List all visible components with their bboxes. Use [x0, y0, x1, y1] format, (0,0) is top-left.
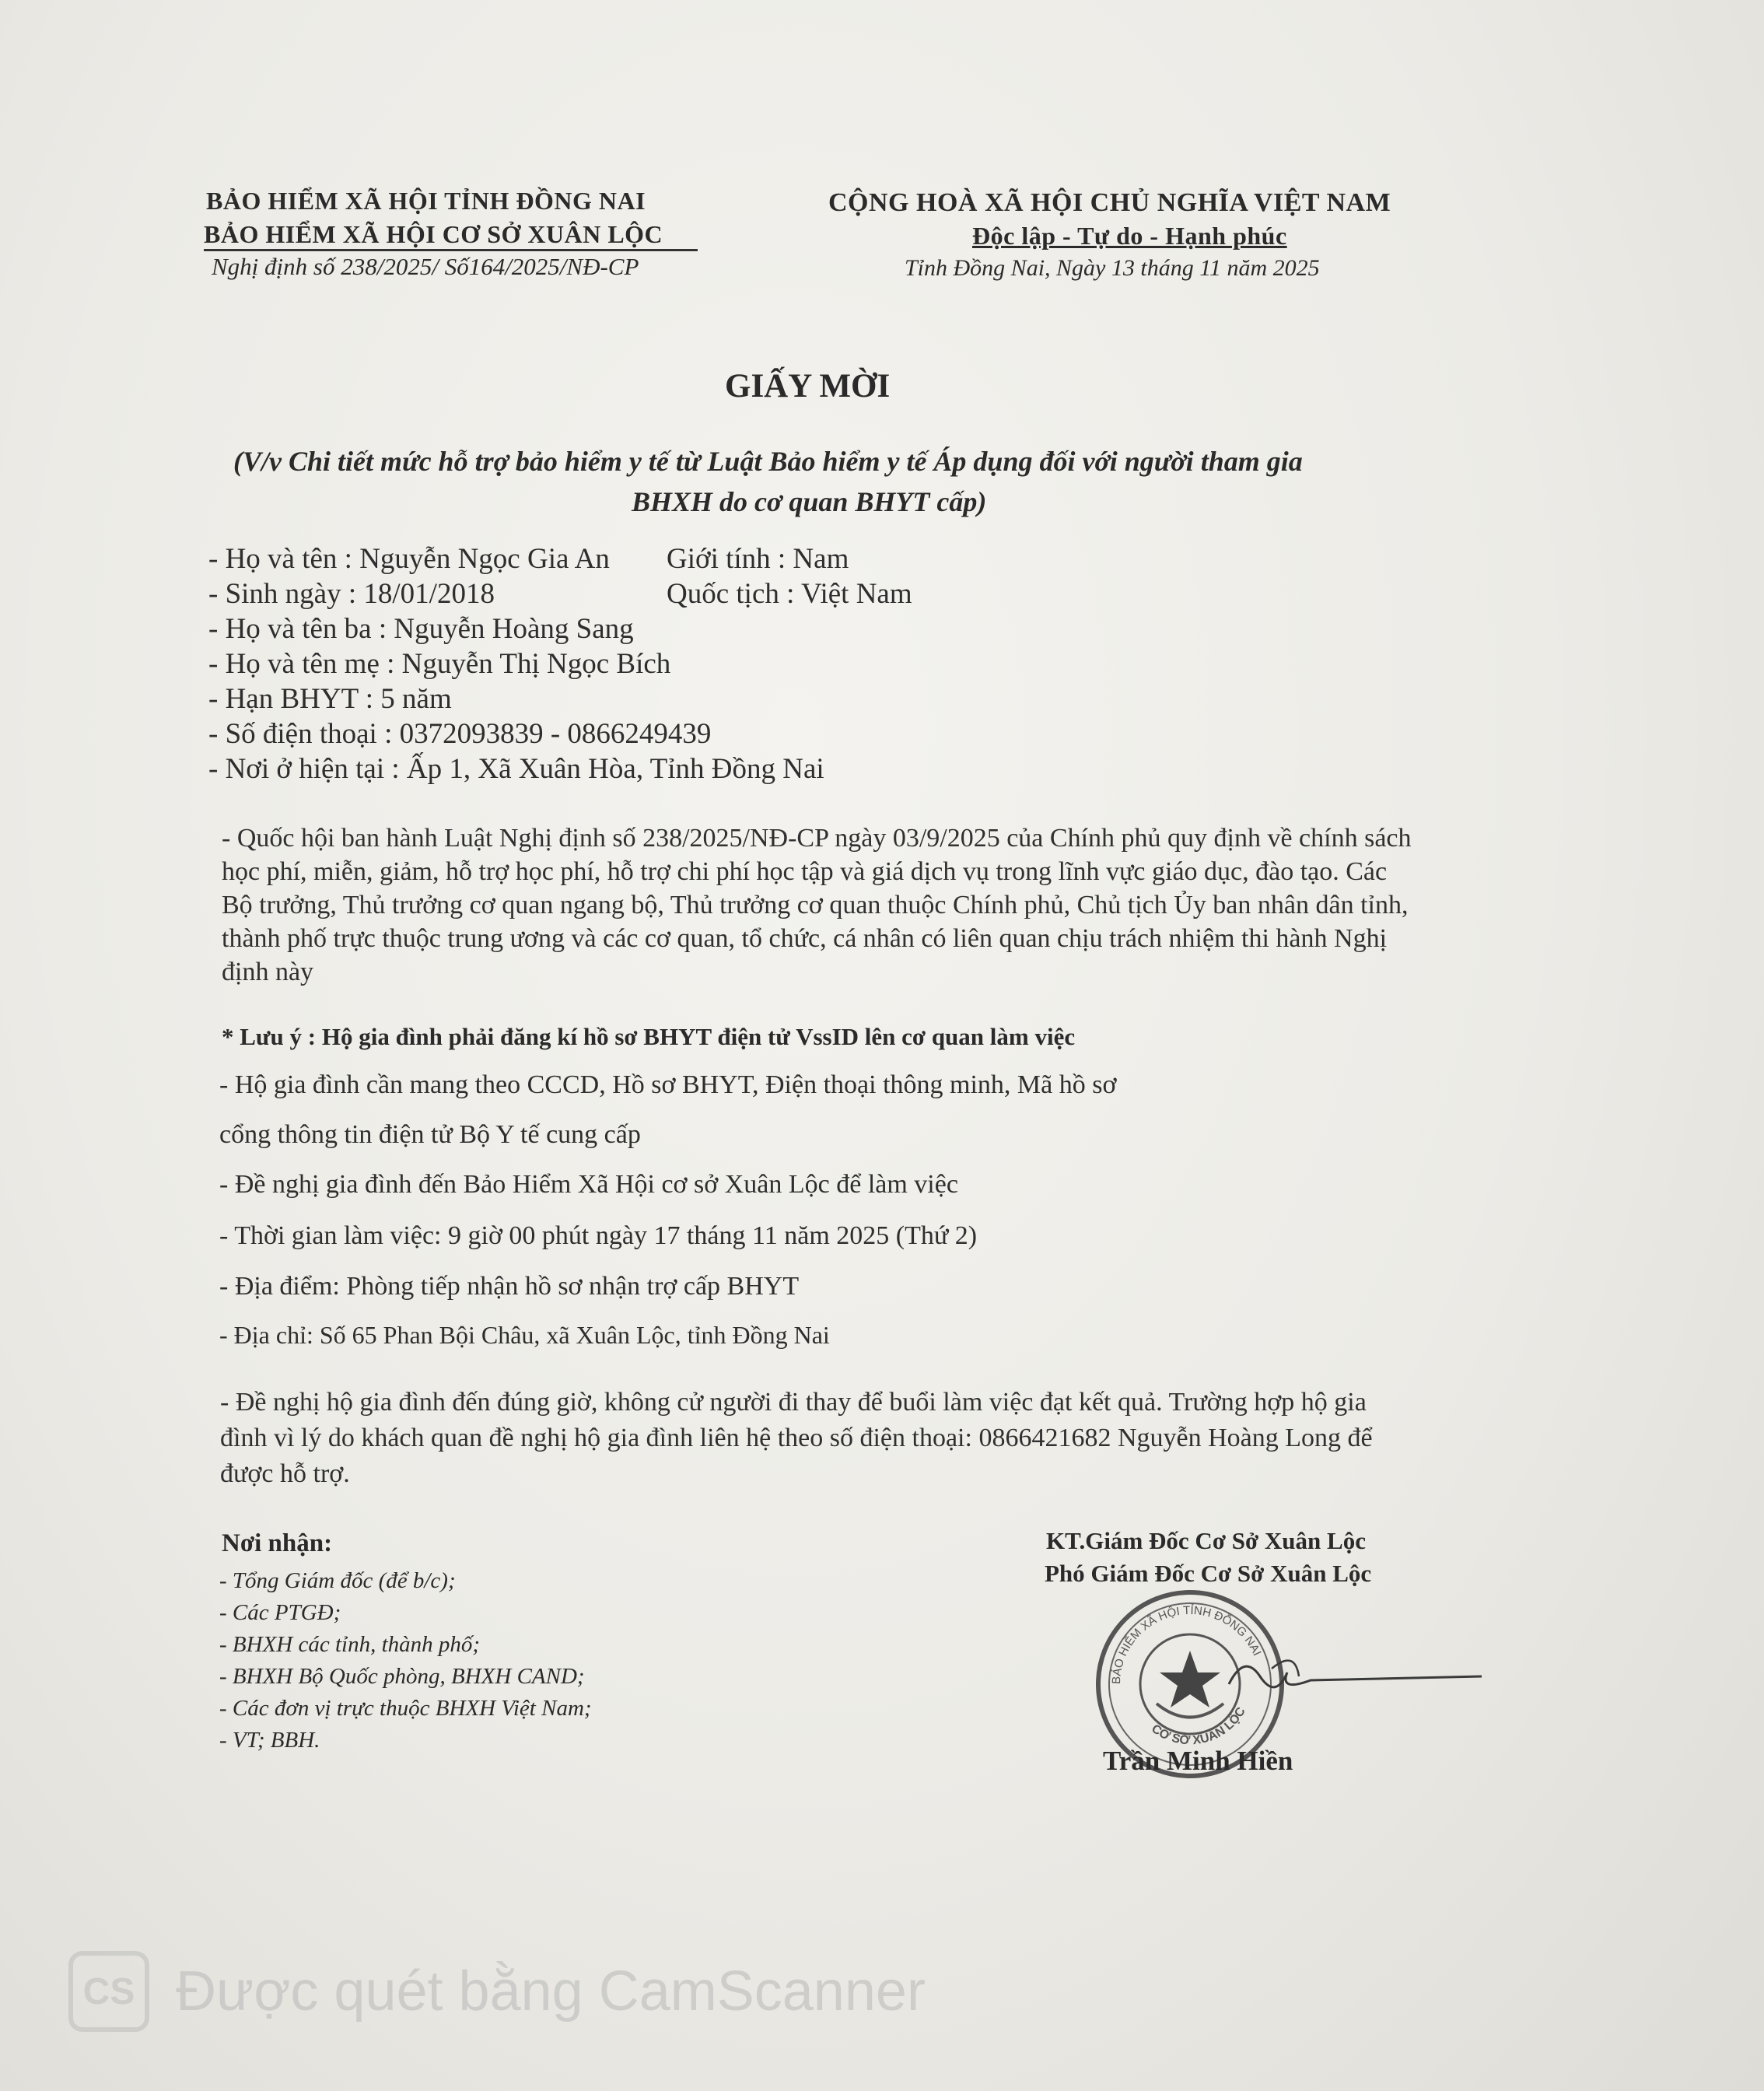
- bring-documents-line-2: cổng thông tin điện tử Bộ Y tế cung cấp: [219, 1120, 641, 1149]
- seal-text-top: BẢO HIỂM XÃ HỘI TỈNH ĐỒNG NAI: [1109, 1603, 1264, 1685]
- handwritten-signature-icon: [1225, 1645, 1489, 1707]
- subtitle-line-2: BHXH do cơ quan BHYT cấp): [632, 486, 987, 517]
- recipient-item: - Các PTGĐ;: [219, 1600, 341, 1625]
- recipient-item: - VT; BBH.: [219, 1728, 320, 1753]
- issuer-sub-org: BẢO HIỂM XÃ HỘI CƠ SỞ XUÂN LỘC: [204, 220, 698, 251]
- request-line: - Đề nghị gia đình đến Bảo Hiểm Xã Hội cơ sở Xuân Lộc để làm việc: [219, 1170, 958, 1199]
- info-address: - Nơi ở hiện tại : Ấp 1, Xã Xuân Hòa, Tỉnh Đồng Nai: [208, 753, 824, 785]
- camscanner-watermark: [68, 1951, 926, 2032]
- signatory-title-1: KT.Giám Đốc Cơ Sở Xuân Lộc: [1046, 1527, 1366, 1554]
- note-line: * Lưu ý : Hộ gia đình phải đăng kí hồ sơ BHYT điện tử VssID lên cơ quan làm việc: [222, 1023, 1076, 1050]
- issuer-org: BẢO HIỂM XÃ HỘI TỈNH ĐỒNG NAI: [206, 187, 646, 215]
- info-gender: Giới tính : Nam: [667, 543, 849, 575]
- working-time: - Thời gian làm việc: 9 giờ 00 phút ngày 17 tháng 11 năm 2025 (Thứ 2): [219, 1221, 978, 1250]
- info-phone: - Số điện thoại : 0372093839 - 0866249439: [208, 718, 712, 750]
- info-dob: - Sinh ngày : 18/01/2018: [208, 578, 495, 610]
- subtitle-line-1: (V/v Chi tiết mức hỗ trợ bảo hiểm y tế từ Luật Bảo hiểm y tế Áp dụng đối với người tham gia: [233, 446, 1303, 477]
- bring-documents-line-1: - Hộ gia đình cần mang theo CCCD, Hồ sơ BHYT, Điện thoại thông minh, Mã hồ sơ: [219, 1070, 1117, 1099]
- info-mother: - Họ và tên mẹ : Nguyễn Thị Ngọc Bích: [208, 648, 671, 680]
- national-title: CỘNG HOÀ XÃ HỘI CHỦ NGHĨA VIỆT NAM: [828, 188, 1391, 217]
- signatory-name: Trần Minh Hiền: [1103, 1746, 1293, 1776]
- decree-reference: Nghị định số 238/2025/ Số164/2025/NĐ-CP: [212, 253, 639, 280]
- camscanner-logo-icon: CS: [68, 1951, 149, 2032]
- recipient-item: - Tổng Giám đốc (để b/c);: [219, 1568, 456, 1593]
- recipient-item: - BHXH Bộ Quốc phòng, BHXH CAND;: [219, 1664, 585, 1689]
- info-term: - Hạn BHYT : 5 năm: [208, 683, 452, 715]
- working-place: - Địa điểm: Phòng tiếp nhận hồ sơ nhận trợ cấp BHYT: [219, 1272, 800, 1301]
- national-motto: Độc lập - Tự do - Hạnh phúc: [972, 222, 1287, 250]
- recipient-item: - BHXH các tỉnh, thành phố;: [219, 1632, 481, 1657]
- seal-text-bottom: CƠ SỞ XUÂN LỘC: [1149, 1704, 1248, 1748]
- recipient-item: - Các đơn vị trực thuộc BHXH Việt Nam;: [219, 1696, 592, 1721]
- working-address: - Địa chỉ: Số 65 Phan Bội Châu, xã Xuân Lộc, tỉnh Đồng Nai: [219, 1321, 830, 1349]
- recipients-list: [219, 1565, 592, 1757]
- info-nationality: Quốc tịch : Việt Nam: [667, 578, 912, 610]
- info-father: - Họ và tên ba : Nguyễn Hoàng Sang: [208, 613, 634, 645]
- decree-paragraph: - Quốc hội ban hành Luật Nghị định số 238/2025/NĐ-CP ngày 03/9/2025 của Chính phủ quy định về chính sách học phí, miễn, giảm, hỗ trợ học phí, hỗ trợ chi phí học tập và giá dịch vụ trong lĩnh vực giáo dục, đào tạo. Các Bộ trưởng, Thủ trưởng cơ quan ngang bộ, Thủ trưởng cơ quan thuộc Chính phủ, Chủ tịch Ủy ban nhân dân tỉnh, thành phố trực thuộc trung ương và các cơ quan, tổ chức, cá nhân có liên quan chịu trách nhiệm thi hành Nghị định này: [222, 824, 1412, 986]
- info-name: - Họ và tên : Nguyễn Ngọc Gia An: [208, 543, 610, 575]
- document-title: GIẤY MỜI: [725, 368, 891, 405]
- recipients-heading: Nơi nhận:: [222, 1529, 333, 1557]
- watermark-text: Được quét bằng CamScanner: [176, 1960, 926, 2023]
- signatory-title-2: Phó Giám Đốc Cơ Sở Xuân Lộc: [1045, 1560, 1372, 1587]
- issue-date: Tỉnh Đồng Nai, Ngày 13 tháng 11 năm 2025: [905, 255, 1320, 281]
- contact-paragraph: - Đề nghị hộ gia đình đến đúng giờ, không cử người đi thay để buổi làm việc đạt kết quả. Trường hợp hộ gia đình vì lý do khách quan đề nghị hộ gia đình liên hệ theo số điện thoại: 0866421682 Nguyễn Hoàng Long để được hỗ trợ.: [220, 1388, 1373, 1488]
